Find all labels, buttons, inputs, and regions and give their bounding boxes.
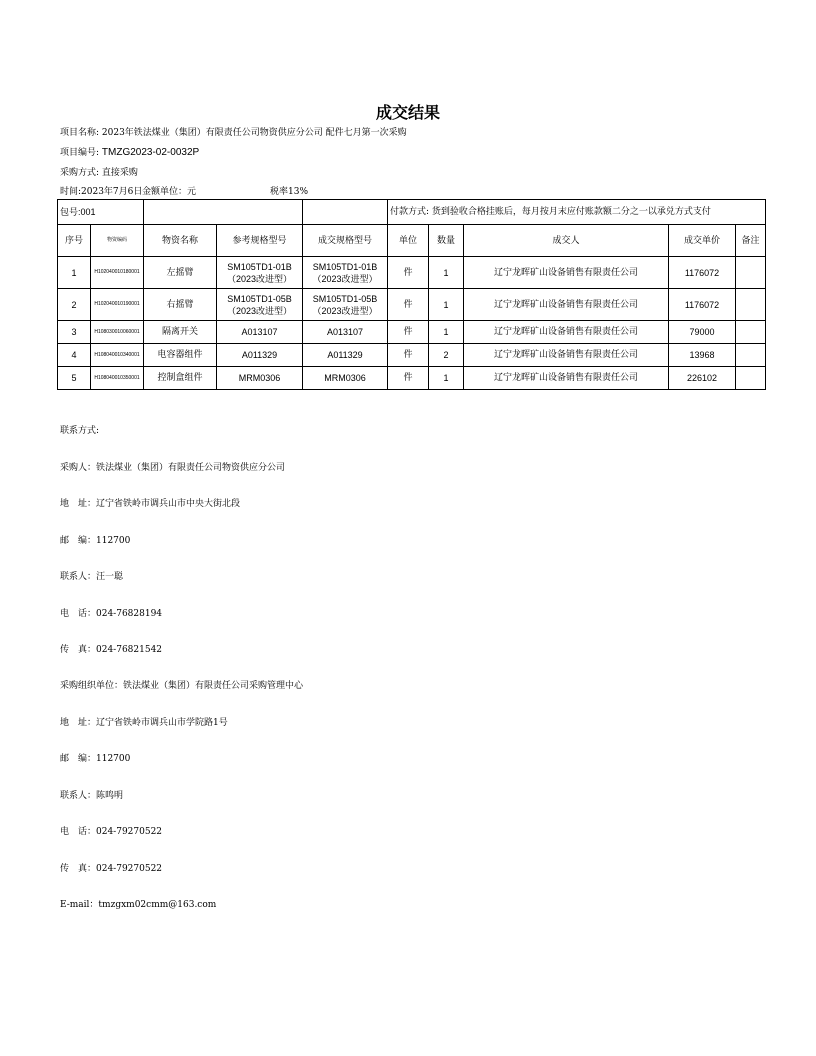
row-number: 3 [58, 321, 91, 344]
contact-line: 电 话：024-76828194 [60, 608, 163, 619]
remark [736, 257, 766, 289]
project-name [60, 125, 407, 138]
unit: 件 [388, 257, 429, 289]
remark [736, 289, 766, 321]
deal-spec: SM105TD1-01B（2023改进型） [303, 257, 388, 289]
unit: 件 [388, 321, 429, 344]
purchase-time: 时间:2023年7月6日 [60, 187, 143, 197]
remark [736, 344, 766, 367]
unit-price: 1176072 [669, 289, 736, 321]
quantity: 1 [429, 321, 464, 344]
contact-email: E-mail：tmzgxm02cmm@163.com [60, 900, 217, 911]
header-cell: 物资编码 [91, 225, 144, 257]
material-code: H108040010350001 [91, 367, 144, 390]
project-name-label: 项目名称: [60, 128, 102, 138]
contact-line: 邮 编：112700 [60, 754, 131, 765]
project-name-value: 2023年铁法煤业（集团）有限责任公司物资供应分公司 配件七月第一次采购 [101, 128, 407, 138]
contact-line: 采购人：铁法煤业（集团）有限责任公司物资供应分公司 [60, 462, 286, 473]
deal-spec: SM105TD1-05B（2023改进型） [303, 289, 388, 321]
header-cell: 单位 [388, 225, 429, 257]
quantity: 2 [429, 344, 464, 367]
header-cell: 备注 [736, 225, 766, 257]
unit-price: 1176072 [669, 257, 736, 289]
contact-section [60, 401, 303, 924]
table-row [58, 321, 766, 344]
contact-line: 联系人：汪一聪 [60, 572, 124, 583]
reference-spec: A013107 [217, 321, 303, 344]
project-number-label: 项目编号: [60, 148, 102, 158]
unit: 件 [388, 289, 429, 321]
table-row [58, 257, 766, 289]
reference-spec: SM105TD1-01B（2023改进型） [217, 257, 303, 289]
deal-spec: MRM0306 [303, 367, 388, 390]
header-row [58, 225, 766, 257]
contact-line: 联系方式: [60, 426, 100, 437]
deal-spec: A011329 [303, 344, 388, 367]
project-number-value: TMZG2023-02-0032P [101, 147, 200, 158]
contact-line: 传 真：024-76821542 [60, 645, 163, 656]
header-cell: 序号 [58, 225, 91, 257]
contact-line: 联系人：陈鸣明 [60, 790, 124, 801]
header-cell: 成交单价 [669, 225, 736, 257]
page-title: 成交结果 [375, 103, 440, 122]
contact-line: 传 真：024-79270522 [60, 863, 163, 874]
table-row [58, 367, 766, 390]
quantity: 1 [429, 257, 464, 289]
row-number: 5 [58, 367, 91, 390]
contact-line: 邮 编：112700 [60, 535, 131, 546]
vendor: 辽宁龙晖矿山设备销售有限责任公司 [464, 257, 669, 289]
row-number: 2 [58, 289, 91, 321]
material-name: 隔离开关 [144, 321, 217, 344]
unit-price: 13968 [669, 344, 736, 367]
contact-line: 采购组织单位：铁法煤业（集团）有限责任公司采购管理中心 [60, 681, 304, 692]
tax-rate: 税率13% [270, 187, 309, 197]
result-table [57, 199, 766, 390]
material-code: H102040010190001 [91, 289, 144, 321]
deal-spec: A013107 [303, 321, 388, 344]
vendor: 辽宁龙晖矿山设备销售有限责任公司 [464, 367, 669, 390]
row-number: 1 [58, 257, 91, 289]
project-number [60, 145, 199, 158]
remark [736, 321, 766, 344]
unit-price: 226102 [669, 367, 736, 390]
unit: 件 [388, 344, 429, 367]
vendor: 辽宁龙晖矿山设备销售有限责任公司 [464, 289, 669, 321]
header-cell: 成交规格型号 [303, 225, 388, 257]
unit: 件 [388, 367, 429, 390]
package-row [58, 200, 766, 225]
header-cell: 数量 [429, 225, 464, 257]
package-label: 包号:001 [58, 200, 144, 225]
quantity: 1 [429, 289, 464, 321]
package-blank-cell [144, 200, 303, 225]
vendor: 辽宁龙晖矿山设备销售有限责任公司 [464, 344, 669, 367]
header-cell: 参考规格型号 [217, 225, 303, 257]
unit-price: 79000 [669, 321, 736, 344]
contact-line: 电 话：024-79270522 [60, 827, 163, 838]
quantity: 1 [429, 367, 464, 390]
currency-unit: 金额单位：元 [142, 187, 197, 197]
table-row [58, 289, 766, 321]
material-name: 控制盒组件 [144, 367, 217, 390]
material-name: 左摇臂 [144, 257, 217, 289]
material-name: 右摇臂 [144, 289, 217, 321]
remark [736, 367, 766, 390]
vendor: 辽宁龙晖矿山设备销售有限责任公司 [464, 321, 669, 344]
header-cell: 成交人 [464, 225, 669, 257]
material-code: H108040010340001 [91, 344, 144, 367]
header-cell: 物资名称 [144, 225, 217, 257]
material-name: 电容器组件 [144, 344, 217, 367]
table-row [58, 344, 766, 367]
package-blank-cell [303, 200, 388, 225]
row-number: 4 [58, 344, 91, 367]
reference-spec: A011329 [217, 344, 303, 367]
purchase-method: 采购方式: 直接采购 [60, 168, 138, 178]
contact-line: 地 址：辽宁省铁岭市调兵山市中央大街北段 [60, 499, 241, 510]
contact-line: 地 址：辽宁省铁岭市调兵山市学院路1号 [60, 717, 228, 728]
reference-spec: SM105TD1-05B（2023改进型） [217, 289, 303, 321]
payment-terms: 付款方式: 货到验收合格挂账后，每月按月末应付账款额二分之一以承兑方式支付 [388, 200, 766, 225]
material-code: H108030010060001 [91, 321, 144, 344]
material-code: H102040010180001 [91, 257, 144, 289]
reference-spec: MRM0306 [217, 367, 303, 390]
meta-line [60, 184, 308, 197]
